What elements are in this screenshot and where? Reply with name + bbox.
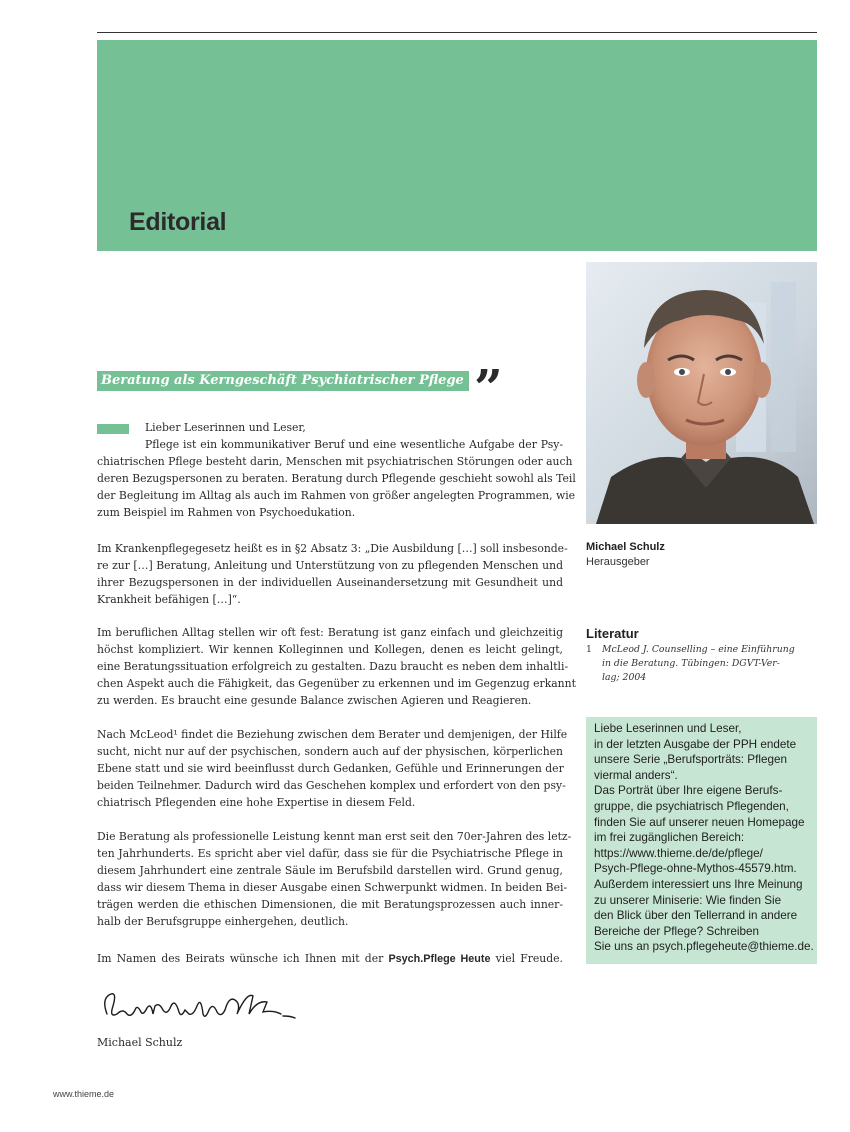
paragraph-4 — [97, 726, 568, 811]
text-line: beiden Teilnehmer. Dadurch wird das Geschehen komplex und erfordert von den psy- — [97, 779, 566, 792]
info-line: in der letzten Ausgabe der PPH endete — [594, 737, 797, 751]
article-subtitle: Beratung als Kerngeschäft Psychiatrischer Pflege — [97, 371, 469, 391]
text-line: re zur […] Beratung, Anleitung und Unterstützung von zu pflegenden Menschen und — [97, 559, 563, 572]
info-line: im frei zugänglichen Bereich: — [594, 831, 745, 845]
info-line: gruppe, die psychiatrisch Pflegenden, — [594, 799, 789, 813]
literature-number: 1 — [586, 644, 592, 655]
info-box — [586, 717, 817, 964]
author-caption-name: Michael Schulz — [586, 541, 665, 553]
text-line: ihrer Bezugspersonen in der individuellen Auseinandersetzung mit Gesundheit und — [97, 576, 563, 589]
paragraph-2 — [97, 540, 568, 608]
info-line: Das Porträt über Ihre eigene Berufs- — [594, 784, 783, 798]
closing-after: viel Freude. — [490, 952, 563, 965]
literature-heading: Literatur — [586, 626, 639, 641]
info-link[interactable]: Psych-Pflege-ohne-Mythos-45579.htm. — [594, 862, 797, 876]
text-line: ten Jahrhunderts. Es spricht aber viel dafür, dass sie für die Psychiatrische Pflege in — [97, 847, 563, 860]
quote-mark-icon: ” — [474, 358, 503, 417]
text-line: sucht, nicht nur auf der psychischen, sondern auch auf der physischen, körperlichen — [97, 745, 563, 758]
paragraph-3 — [97, 624, 576, 709]
signature-name: Michael Schulz — [97, 1036, 183, 1049]
text-line: Krankheit befähigen […]“. — [97, 593, 241, 606]
header-band — [97, 40, 817, 251]
info-line: Außerdem interessiert uns Ihre Meinung — [594, 877, 803, 891]
journal-name: Psych.Pflege Heute — [388, 953, 491, 965]
text-line: der Begleitung im Alltag als auch im Rahmen von größer angelegten Programmen, wie — [97, 489, 576, 502]
info-line: den Blick über den Tellerrand in andere — [594, 909, 798, 923]
text-line: Im Krankenpflegegesetz heißt es in §2 Absatz 3: „Die Ausbildung […] soll insbesonde- — [97, 542, 568, 555]
text-line: Im beruflichen Alltag stellen wir oft fest: Beratung ist ganz einfach und gleichzeitig — [97, 626, 563, 639]
text-line: zu werden. Es braucht eine gesunde Balance zwischen Agieren und Reagieren. — [97, 694, 532, 707]
literature-item — [586, 643, 796, 686]
footer-url[interactable]: www.thieme.de — [53, 1089, 115, 1099]
info-line: unsere Serie „Berufsporträts: Pflegen — [594, 753, 787, 767]
text-line: diesem Jahrhundert eine zentrale Säule im Berufsbild darstellen wird. Grund genug, — [97, 864, 563, 877]
paragraph-1 — [97, 419, 576, 521]
text-line: Die Beratung als professionelle Leistung kennt man erst seit den 70er-Jahren des letz- — [97, 830, 572, 843]
author-photo — [586, 262, 817, 524]
author-caption-role: Herausgeber — [586, 556, 650, 568]
literature-line: McLeod J. Counselling – eine Einführung — [602, 644, 795, 655]
text-line: dass wir diesem Thema in dieser Ausgabe einen Schwerpunkt widmen. In beiden Bei- — [97, 881, 568, 894]
info-line: Bereiche der Pflege? Schreiben — [594, 924, 760, 938]
text-line: Nach McLeod¹ findet die Beziehung zwischen dem Berater und demjenigen, der Hilfe — [97, 728, 568, 741]
info-line: viermal anders“. — [594, 768, 678, 782]
closing-text — [97, 950, 563, 968]
page-title: Editorial — [129, 208, 227, 236]
text-line: trägen werden die ethischen Dimensionen, die mit Beratungsprozessen auch inner- — [97, 898, 563, 911]
signature-image — [97, 984, 307, 1028]
text-line: höchst kompliziert. Wir kennen Kolleginnen und Kollegen, denen es leicht gelingt, — [97, 643, 563, 656]
text-line: chiatrisch Pflegenden eine hohe Expertise in diesem Feld. — [97, 796, 416, 809]
closing-before: Im Namen des Beirats wünsche ich Ihnen mit der — [97, 952, 389, 965]
paragraph-5 — [97, 828, 572, 930]
literature-line: lag; 2004 — [602, 672, 647, 684]
text-line: Ebene statt und sie wird beeinflusst durch Gedanken, Gefühle und Erinnerungen der — [97, 762, 564, 775]
text-line: zum Beispiel im Rahmen von Psychoedukation. — [97, 506, 356, 519]
info-line: Liebe Leserinnen und Leser, — [594, 722, 742, 735]
text-line: eine Beratungssituation erfolgreich zu gestalten. Dazu braucht es neben dem inhaltli- — [97, 660, 569, 673]
text-line: chiatrischen Pflege besteht darin, Menschen mit psychiatrischen Störungen oder auch — [97, 455, 573, 468]
info-line: finden Sie auf unserer neuen Homepage — [594, 815, 805, 829]
text-line: halb der Berufsgruppe einhergehen, deutlich. — [97, 915, 349, 928]
info-link[interactable]: https://www.thieme.de/de/pflege/ — [594, 846, 763, 860]
info-email-line[interactable]: Sie uns an psych.pflegeheute@thieme.de. — [594, 940, 814, 954]
text-line: chen Aspekt auch die Fähigkeit, das Gegenüber zu erkennen und im Gegenzug erkannt — [97, 677, 576, 690]
closing-line — [97, 950, 563, 968]
text-line: Pflege ist ein kommunikativer Beruf und eine wesentliche Aufgabe der Psy- — [145, 438, 563, 451]
salutation: Lieber Leserinnen und Leser, — [145, 421, 306, 434]
literature-line: in die Beratung. Tübingen: DGVT-Ver- — [602, 658, 780, 670]
top-rule — [97, 32, 817, 33]
text-line: deren Bezugspersonen zu beraten. Beratung durch Pflegende geschieht sowohl als Teil — [97, 472, 576, 485]
info-line: zu unserer Miniserie: Wie finden Sie — [594, 893, 782, 907]
